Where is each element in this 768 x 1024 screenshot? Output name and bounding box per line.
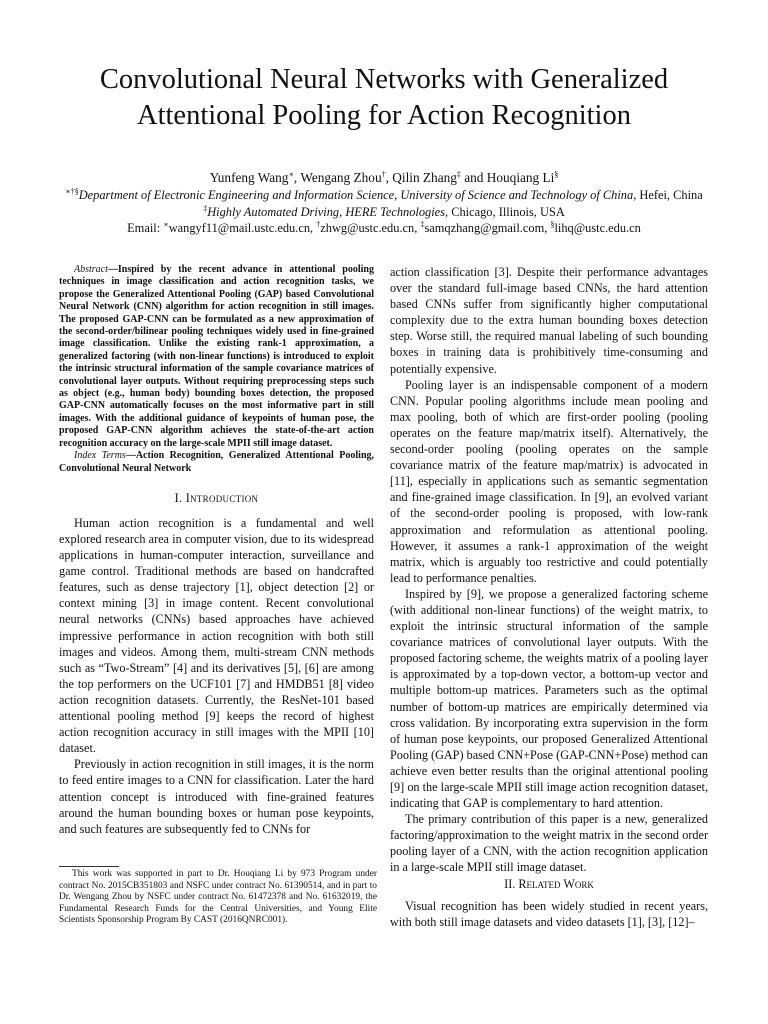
affiliation-department: Department of Electronic Engineering and Information Science, University of Science and Technology of China,: [78, 188, 637, 202]
affiliation-location: Hefei, China: [636, 188, 703, 202]
title-line-2: Attentional Pooling for Action Recognition: [137, 100, 631, 131]
section-number: I.: [174, 490, 186, 505]
index-terms-lead: Index Terms: [74, 450, 126, 462]
affiliation-location: , Chicago, Illinois, USA: [445, 205, 565, 219]
email-mark: §: [550, 220, 555, 229]
paragraph: The primary contribution of this paper is a new, generalized factoring/approximation to the weight matrix in the second order pooling layer of a CNN, with the action recognition application in a large-scale MPII still image dataset.: [390, 812, 708, 875]
title-line-1: Convolutional Neural Networks with Generalized: [99, 64, 669, 95]
affiliation-ustc: [20, 187, 748, 204]
author-name: Wengang Zhou: [300, 170, 382, 185]
email-mark: †: [316, 220, 321, 229]
email-address: lihq@ustc.edu.cn: [554, 221, 641, 235]
email-mark: ‡: [420, 220, 425, 229]
affiliation-organization: Highly Automated Driving, HERE Technologies: [207, 205, 446, 219]
author-name: Houqiang Li: [486, 170, 555, 185]
abstract-text: —Inspired by the recent advance in attentional pooling techniques in image classification and action recognition tasks, we propose the Generalized Attentional Pooling (GAP) based Convolutional Neural Network (CNN) algorithm for action recognition in still images. The proposed GAP-CNN can be formulated as a new approximation of the second-order/bilinear pooling techniques widely used in fine-grained image classification. Unlike the existing rank-1 approximation, a generalized factoring (with non-linear functions) is introduced to exploit the intrinsic structural information of the sample covariance matrices of convolutional layer outputs. Without requiring preprocessing steps such as object (e.g., human body) bounding boxes detection, the proposed GAP-CNN automatically focuses on the most informative part in still images. With the additional guidance of keypoints of human pose, the proposed GAP-CNN algorithm achieves the state-of-the-art action recognition accuracy on the large-scale MPII still image dataset.: [59, 264, 374, 449]
author-list: [20, 169, 748, 186]
email-address: samqzhang@gmail.com,: [424, 221, 551, 235]
author-separator: ,: [293, 170, 301, 185]
email-address: wangyf11@mail.ustc.edu.cn,: [168, 221, 317, 235]
paper-title: [40, 62, 728, 134]
section-heading-introduction: [59, 490, 374, 506]
affiliation-mark: ‡: [203, 204, 208, 213]
author-separator: ,: [385, 170, 393, 185]
author-name: Yunfeng Wang: [209, 170, 289, 185]
author-mark: §: [554, 170, 559, 179]
paragraph: Pooling layer is an indispensable component of a modern CNN. Popular pooling algorithms include mean pooling and max pooling, both of which are first-order pooling (pooling operates on the feature map/matrix itself). Alternatively, the second-order pooling (pooling operates on the sample covariance matrix of the feature map/matrix) is advocated in [11], especially in applications such as semantic segmentation and fine-grained image classification. In [9], an evolved variant of the second-order pooling is proposed, with low-rank approximation and reformulation as attentional pooling. However, it assumes a rank-1 approximation of the weight matrix, which is arguably too restrictive and could potentially lead to performance penalties.: [390, 377, 708, 585]
right-column: [390, 264, 708, 876]
author-mark: †: [381, 170, 386, 179]
author-mark: ‡: [456, 170, 461, 179]
email-mark: ∗: [163, 220, 169, 229]
email-address: zhwg@ustc.edu.cn,: [320, 221, 421, 235]
abstract-lead: Abstract: [74, 264, 108, 275]
paragraph: Human action recognition is a fundamental and well explored research area in computer vision, due to its widespread applications in human-computer interaction, surveillance and game control. Traditional methods are based on handcrafted features, such as dense trajectory [1], object detection [2] or context mining [3] in image content. Recent convolutional neural networks (CNNs) based approaches have achieved impressive performance in action recognition with both still images and videos. Among them, multi-stream CNN methods such as “Two-Stream” [4] and its derivatives [5], [6] are among the top performers on the UCF101 [7] and HMDB51 [8] video action recognition datasets. Currently, the ResNet-101 based attentional pooling method [9] keeps the record of highest action recognition accuracy in still images with the MPII [10] dataset.: [59, 515, 374, 756]
footnote: This work was supported in part to Dr. Houqiang Li by 973 Program under contract No. 2015CB351803 and NSFC under contract No. 61390514, and in part to Dr. Wengang Zhou by NSFC under contract No. 61472378 and No. 61632019, the Fundamental Research Funds for the Central Universities, and Young Elite Scientists Sponsorship Program By CAST (2016QNRC001).: [59, 869, 377, 926]
section-number: II.: [504, 877, 519, 891]
author-separator: and: [460, 170, 487, 185]
author-mark: ∗: [288, 170, 294, 179]
section-title: Introduction: [185, 490, 259, 505]
paragraph: Inspired by [9], we propose a generalized factoring scheme (with additional non-linear functions) of the weight matrix, to exploit the intrinsic structural information of the sample covariance matrices of convolutional layer outputs. With the proposed factoring scheme, the weights matrix of a pooling layer is approximated by a top-down vector, a bottom-up vector and multiple bottom-up matrices. Parameters such as the optimal number of bottom-up matrices are empirically determined via cross validation. By incorporating extra supervision in the form of human pose keypoints, our proposed Generalized Attentional Pooling (GAP) based CNN+Pose (GAP-CNN+Pose) method can achieve even better results than the original attentional pooling [9] on the large-scale MPII still image action recognition dataset, indicating that GAP is complementary to hard attention.: [390, 586, 708, 811]
affiliation-here: [20, 204, 748, 221]
paragraph: Visual recognition has been widely studied in recent years, with both still image datasets and video datasets [1], [3], [12]–: [390, 899, 708, 930]
index-terms-text: —Action Recognition, Generalized Attentional Pooling, Convolutional Neural Network: [59, 450, 375, 474]
paragraph: Previously in action recognition in still images, it is the norm to feed entire images to a CNN for classification. Later the hard attention concept is introduced with fine-grained features around the human bounding boxes or human pose keypoints, and such features are subsequently fed to CNNs for: [59, 757, 374, 836]
abstract: [59, 264, 374, 450]
email-prefix: Email:: [127, 221, 164, 235]
left-column: [59, 264, 374, 837]
author-name: Qilin Zhang: [392, 170, 457, 185]
related-work-body: [390, 898, 708, 930]
index-terms: [59, 450, 374, 475]
footnote-divider: [59, 866, 119, 867]
section-heading-related-work: [390, 876, 708, 892]
affiliation-mark: ∗†§: [65, 187, 79, 196]
email-line: [20, 220, 748, 237]
section-title: Related Work: [518, 877, 594, 891]
paragraph: action classification [3]. Despite their performance advantages over the standard full-image based CNNs, the hard attention based CNNs suffer from significantly higher computational complexity due to the extra human bounding boxes detection step. Worse still, the required manual labeling of such bounding boxes in training data is prohibitively time-consuming and potentially expensive.: [390, 265, 708, 376]
